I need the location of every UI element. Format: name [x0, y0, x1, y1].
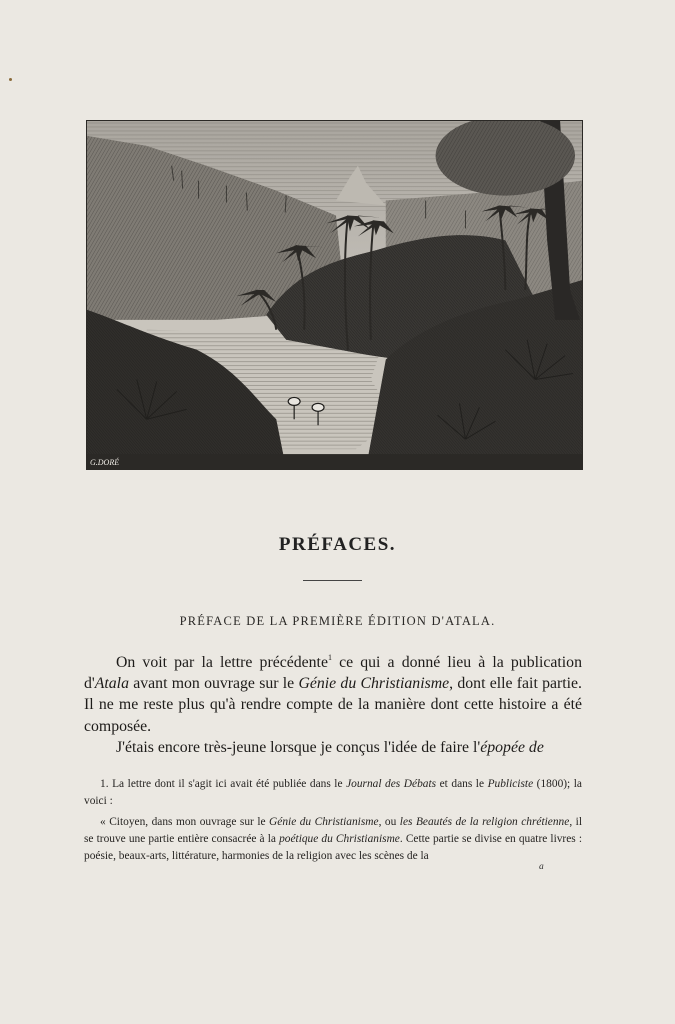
text-run: et dans le	[436, 778, 488, 790]
footnote-letter	[84, 814, 582, 865]
paper-speck	[9, 78, 12, 81]
book-title-genie: Génie du Christianisme	[298, 675, 450, 693]
text-run: J'étais encore très-jeune lorsque je conçus l'idée de faire l'	[116, 738, 481, 756]
emphasis-text: épopée de	[480, 738, 544, 756]
text-run: , il se trouve une partie entière consacrée à la	[84, 816, 583, 845]
book-title: Génie du Christianisme	[269, 816, 379, 828]
footnote-1	[84, 776, 582, 810]
book-title: les Beautés de la religion chrétienne	[399, 816, 570, 828]
text-run: , dont elle fait partie. Il ne me reste plus qu'à rendre compte de la manière dont cette histoire a été composée.	[84, 675, 583, 735]
text-run: avant mon ouvrage sur le	[128, 675, 299, 693]
main-text	[84, 652, 582, 758]
text-run: 1. La lettre dont il s'agit ici avait été publiée dans le	[100, 778, 347, 790]
book-title-atala: Atala	[94, 675, 129, 693]
emphasis-text: poétique du Christianisme	[279, 833, 400, 845]
paragraph-2	[84, 737, 582, 758]
engraver-signature: G.DORÉ	[90, 458, 120, 467]
paragraph-1	[84, 652, 582, 737]
text-run: « Citoyen, dans mon ouvrage sur le	[100, 816, 270, 828]
text-run: . Cette partie se divise en quatre livres : poésie, beaux-arts, littérature, harmonies de la religion avec les scènes de la	[84, 833, 583, 862]
page-title: PRÉFACES.	[278, 534, 397, 555]
title-divider	[303, 580, 362, 581]
footnotes	[84, 776, 582, 865]
text-run: On voit par la lettre précédente	[116, 654, 328, 671]
landscape-engraving	[87, 121, 582, 469]
journal-title: Journal des Débats	[346, 778, 437, 790]
engraving-illustration	[86, 120, 583, 470]
journal-title: Publiciste	[487, 778, 534, 790]
text-run: , ou	[378, 816, 400, 828]
footnote-ref[interactable]: 1	[327, 653, 332, 662]
text-run: ce qui a donné lieu à la publication d'	[84, 654, 582, 693]
section-subtitle: PRÉFACE DE LA PREMIÈRE ÉDITION D'ATALA.	[179, 614, 496, 628]
signature-mark: a	[539, 862, 544, 872]
text-run: (1800); la voici :	[84, 778, 582, 807]
